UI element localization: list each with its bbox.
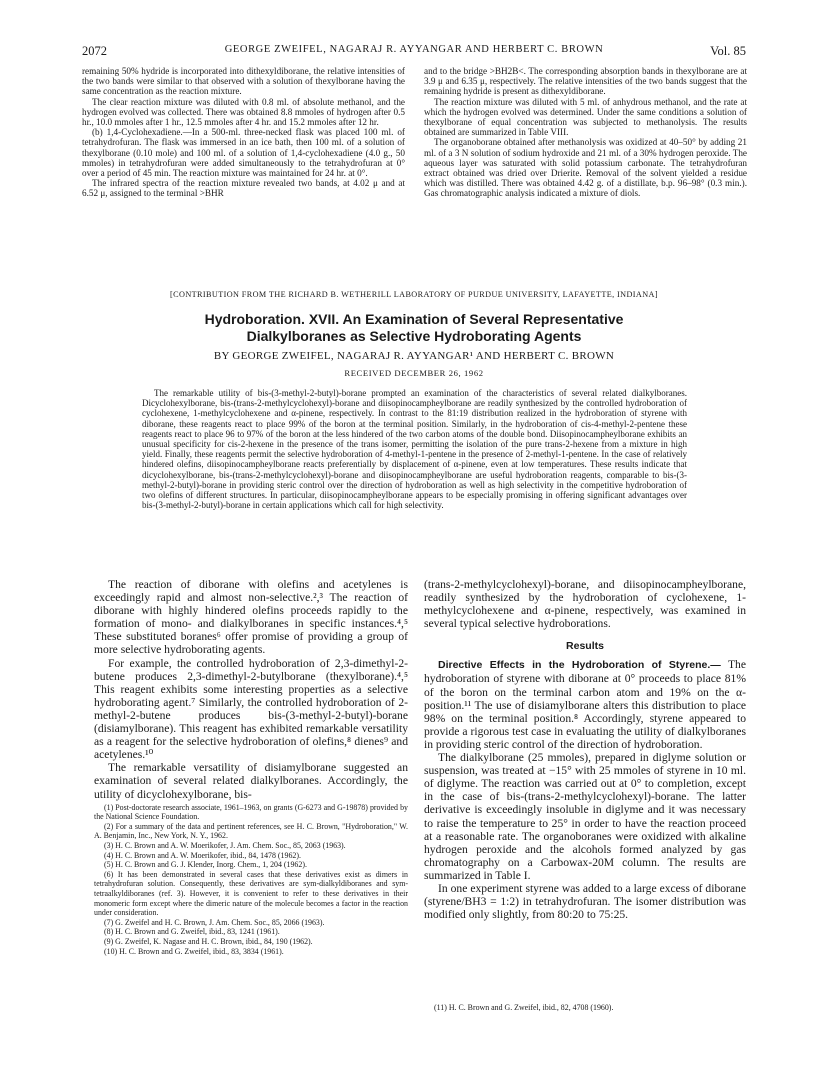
title-line-1: Hydroboration. XVII. An Examination of Several Representative xyxy=(204,311,624,327)
subsection-heading: Directive Effects in the Hydroboration of Styrene.— xyxy=(438,659,721,672)
contribution-line: [CONTRIBUTION FROM THE RICHARD B. WETHERILL LABORATORY OF PURDUE UNIVERSITY, LAFAYETTE, INDIANA] xyxy=(170,290,658,299)
paragraph: (b) 1,4-Cyclohexadiene.—In a 500-ml. three-necked flask was placed 100 ml. of tetrahydrofuran. The flask was immersed in an ice bath, then 100 ml. of a solution of thexylborane (0.10 mole) and 100 ml. of a solution of 1,4-cyclohexadiene (4.0 g., 50 mmoles) in tetrahydrofuran were added simultaneously to the tetrahydrofuran at 0° over a period of 45 min. The reaction mixture was maintained for 24 hr. at 0°. xyxy=(82,127,405,179)
article-title xyxy=(82,311,746,345)
paragraph xyxy=(424,658,746,751)
footnotes xyxy=(94,803,408,957)
paragraph: The reaction mixture was diluted with 5 ml. of anhydrous methanol, and the rate at which the hydrogen evolved was determined. Under the same conditions a solution of thexylborane of equal concentration was subjected to methanolysis. The results obtained are summarized in Table VIII. xyxy=(424,96,747,138)
paragraph: In one experiment styrene was added to a large excess of diborane (styrene/BH3 = 1:2) in tetrahydrofuran. The isomer distribution was modified only slightly, from 80:20 to 75:25. xyxy=(424,881,746,922)
section-heading: Results xyxy=(566,640,604,653)
footnote: (3) H. C. Brown and A. W. Moerikofer, J. Am. Chem. Soc., 85, 2063 (1963). xyxy=(104,840,346,850)
footnote: (1) Post-doctorate research associate, 1961–1963, on grants (G-6273 and G-19878) provided by the National Science Foundation. xyxy=(94,802,408,822)
paragraph: and to the bridge >BH2B<. The corresponding absorption bands in thexylborane are at 3.9 μ and 6.35 μ, respectively. The relative intensities of the two bands suggest that the remaining hydride is present as dithexyldiborane. xyxy=(424,66,747,97)
top-right-column xyxy=(424,66,747,199)
footnote: (9) G. Zweifel, K. Nagase and H. C. Brown, ibid., 84, 190 (1962). xyxy=(104,936,313,946)
title-line-2: Dialkylboranes as Selective Hydroborating Agents xyxy=(246,328,582,344)
byline: BY GEORGE ZWEIFEL, NAGARAJ R. AYYANGAR¹ AND HERBERT C. BROWN xyxy=(213,350,615,362)
footnote: (5) H. C. Brown and G. J. Klender, Inorg. Chem., 1, 204 (1962). xyxy=(104,860,307,870)
volume-label: Vol. 85 xyxy=(710,44,746,58)
paragraph: The dialkylborane (25 mmoles), prepared in diglyme solution or suspension, was treated at −15° with 25 mmoles of styrene in 10 ml. of diglyme. The reaction was carried out at 0° to completion, except in the case of bis-(trans-2-methylcyclohexyl)-borane. The latter derivative is exceedingly insoluble in diglyme and it was necessary to raise the temperature to 25° in order to have the reaction proceed at a reasonable rate. The organoboranes were oxidized with alkaline hydrogen peroxide and the alcohols formed analyzed by gas chromatography on a Carbowax-20M column. The results are summarized in Table I. xyxy=(424,751,746,882)
footnote: (4) H. C. Brown and A. W. Moerikofer, ibid., 84, 1478 (1962). xyxy=(104,850,301,860)
footnote: (10) H. C. Brown and G. Zweifel, ibid., 83, 3834 (1961). xyxy=(104,946,284,956)
page-number: 2072 xyxy=(82,44,107,58)
paragraph: The remarkable versatility of disiamylborane suggested an examination of several related dialkylboranes. Accordingly, the utility of dicyclohexylborane, bis- xyxy=(94,761,408,801)
footnote: (11) H. C. Brown and G. Zweifel, ibid., 82, 4708 (1960). xyxy=(434,1003,614,1012)
paragraph: The infrared spectra of the reaction mixture revealed two bands, at 4.02 μ and at 6.52 μ, assigned to the terminal >BHR xyxy=(82,178,405,199)
abstract: The remarkable utility of bis-(3-methyl-2-butyl)-borane prompted an examination of the characteristics of several related dialkylboranes. Dicyclohexylborane, bis-(trans-2-methylcyclohexyl)-borane and diisopinocampheylborane are readily synthesized by the controlled hydroboration of cyclohexene, 1-methylcyclohexene and α-pinene, respectively. In contrast to the 81:19 distribution realized in the hydroboration of styrene with diborane, these reagents react to place 99% of the boron at the terminal position. Similarly, in the hydroboration of cis-4-methyl-2-pentene these reagents react to place 96 to 97% of the boron at the less hindered of the two carbon atoms of the double bond. Diisopinocampheylborane exhibits an unusual specificity for cis-2-hexene in the presence of the trans isomer, permitting the isolation of the pure trans-2-hexene from a mixture in high yield. Finally, these reagents permit the selective hydroboration of 4-methyl-1-pentene in the presence of 2-methyl-1-pentene. In the case of relatively hindered olefins, diisopinocampheylborane reacts preferentially by displacement of α-pinene, even at low temperatures. These results indicate that dicyclohexylborane, bis-(trans-2-methylcyclohexyl)-borane and diisopinocampheylborane are useful hydroboration reagents, comparable to bis-(3-methyl-2-butyl)-borane in providing steric control over the direction of hydroboration as well as high selectivity in the competitive hydroboration of two olefins of different structures. In particular, diisopinocampheylborane appears to be especially promising in offering significant advantages over bis-(3-methyl-2-butyl)-borane in certain applications which call for high selectivity. xyxy=(142,388,687,511)
footnote: (6) It has been demonstrated in several cases that these derivatives exist as dimers in tetrahydrofuran solution. Consequently, these derivatives are sym-dialkyldiboranes and sym-tetraalkyldiboranes (ref. 3). However, it is convenient to refer to these derivatives in their monomeric form except where the dimeric nature of the molecule becomes a factor in the reaction under consideration. xyxy=(94,869,408,918)
received-date: RECEIVED DECEMBER 26, 1962 xyxy=(344,368,484,378)
footnote: (8) H. C. Brown and G. Zweifel, ibid., 83, 1241 (1961). xyxy=(104,927,280,937)
running-authors: GEORGE ZWEIFEL, NAGARAJ R. AYYANGAR AND HERBERT C. BROWN xyxy=(224,44,604,55)
paragraph: For example, the controlled hydroboration of 2,3-dimethyl-2-butene produces 2,3-dimethyl-2-butylborane (thexylborane).⁴,⁵ This reagent exhibits some interesting properties as a selective hydroborating agent.⁷ Similarly, the controlled hydroboration of 2-methyl-2-butene produces bis-(3-methyl-2-butyl)-borane (disiamylborane). This reagent has exhibited remarkable versatility as a reagent for the selective hydroboration of olefins,⁸ dienes⁹ and acetylenes.¹⁰ xyxy=(94,656,408,762)
footnote: (7) G. Zweifel and H. C. Brown, J. Am. Chem. Soc., 85, 2066 (1963). xyxy=(104,917,325,927)
paragraph: The reaction of diborane with olefins and acetylenes is exceedingly rapid and almost non-selective.²,³ The reaction of diborane with highly hindered olefins proceeds rapidly to the formation of mono- and dialkylboranes in specific instances.⁴,⁵ These substituted boranes⁶ offer promise of providing a group of more selective hydroborating agents. xyxy=(94,578,408,657)
body-right-column xyxy=(424,578,746,921)
paragraph: (trans-2-methylcyclohexyl)-borane, and diisopinocampheylborane, readily synthesized by the hydroboration of cyclohexene, 1-methylcyclohexene and α-pinene, respectively, was examined in several typical selective hydroborations. xyxy=(424,578,746,631)
paragraph: remaining 50% hydride is incorporated into dithexyldiborane, the relative intensities of the two bands were similar to that observed with a solution of thexylborane having the same concentration as the reaction mixture. xyxy=(82,66,405,97)
paragraph: The organoborane obtained after methanolysis was oxidized at 40–50° by adding 21 ml. of a 3 N solution of sodium hydroxide and 21 ml. of a 30% hydrogen peroxide. The aqueous layer was saturated with solid potassium carbonate. The tetrahydrofuran extract obtained was dried over Drierite. Removal of the solvent yielded a residue which was distilled. There was obtained 4.42 g. of a distillate, b.p. 96–98° (0.3 min.). Gas chromatographic analysis indicated a mixture of diols. xyxy=(424,137,747,199)
top-left-column xyxy=(82,66,405,199)
paragraph-text: The hydroboration of styrene with diborane at 0° proceeds to place 81% of the boron on the terminal carbon atom and 19% on the α-position.¹¹ The use of disiamylborane alters this distribution to place 98% on the terminal position.⁸ Accordingly, styrene appeared to provide a rigorous test case in evaluating the utility of dialkylboranes in providing steric control of the direction of hydroboration. xyxy=(424,658,746,751)
running-header xyxy=(82,44,746,60)
paragraph: The clear reaction mixture was diluted with 0.8 ml. of absolute methanol, and the hydrogen evolved was collected. There was obtained 8.8 mmoles of hydrogen after 0.5 hr., 10.0 mmoles after 1 hr., 12.5 mmoles after 4 hr. and 15.2 mmoles after 12 hr. xyxy=(82,96,405,128)
body-left-column xyxy=(94,578,408,956)
footnote: (2) For a summary of the data and pertinent references, see H. C. Brown, "Hydroboration," W. A. Benjamin, Inc., New York, N. Y., 1962. xyxy=(94,821,408,841)
